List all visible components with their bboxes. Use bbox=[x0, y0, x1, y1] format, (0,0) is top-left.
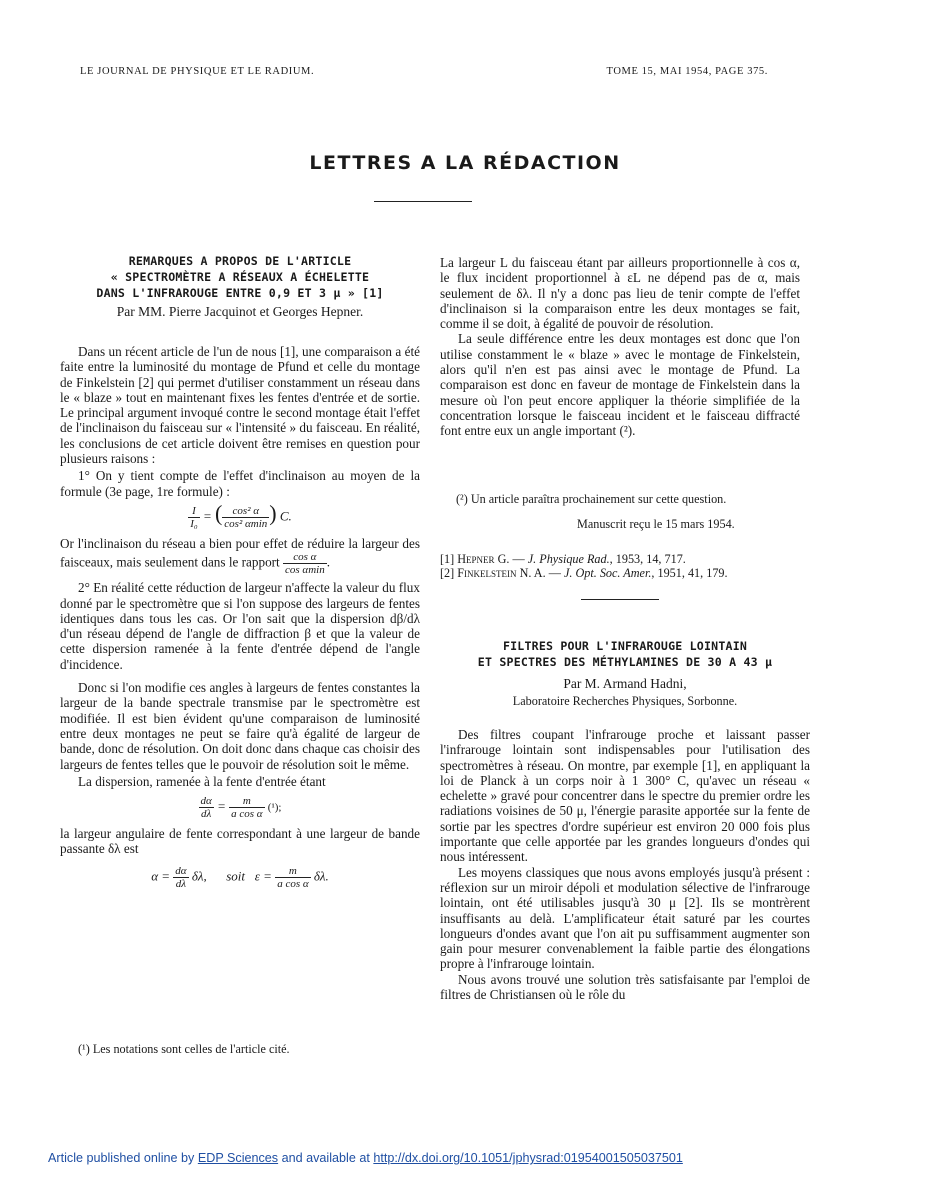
paragraph: 1° On y tient compte de l'effet d'inclinaison au moyen de la formule (3e page, 1re formule) : bbox=[60, 468, 420, 499]
section-title: LETTRES A LA RÉDACTION bbox=[309, 152, 621, 174]
article2 bbox=[440, 638, 810, 1002]
paragraph: 2° En réalité cette réduction de largeur n'affecte la valeur du flux donné par le spectromètre que si l'on suppose des largeurs de fentes identiques dans tous les cas. Or l'on sait que la dispersion dβ/dλ d'un réseau dépend de l'angle de diffraction β et que la valeur de cette dispersion ramenée à la fente d'entrée dépend de l'angle d'incidence. bbox=[60, 580, 420, 672]
paragraph: La seule différence entre les deux montages est donc que l'on utilise constamment le « blaze » avec le montage de Finkelstein, alors qu'il n'en est pas ainsi avec le montage de Pfund. La comparaison est donc en faveur de montage de Finkelstein dans la mesure où l'on peut encore appliquer la théorie simplifiée de la concentration lorsque le faisceau incident et le faisceau diffracté font entre eux un angle important (²). bbox=[440, 331, 800, 439]
title-rule bbox=[374, 201, 472, 202]
paragraph: Or l'inclinaison du réseau a bien pour effet de réduire la largeur des faisceaux, mais seulement dans le rapport $\frac{\text{cos α}}{\text{cos αmin}}$ . bbox=[60, 535, 420, 577]
publication-footer: Article published online by EDP Sciences and available at http://dx.doi.org/10.1051/jphysrad:01954001505037501 bbox=[48, 1151, 683, 1165]
paragraph: La largeur L du faisceau étant par ailleurs proportionnelle à cos α, le flux incident proportionnel à εL ne dépend pas de α, mais seulement de δλ. Il n'y a donc pas lieu de tenir compte de l'effet d'inclinaison si la comparaison entre les deux montages se fait, comme il se doit, à égalité de pouvoir de résolution. bbox=[440, 255, 800, 332]
article2-body bbox=[440, 727, 810, 1002]
equation-1: $\frac{I}{\text{I₀}}$ = ( $\frac{\text{cos² α}}{\text{cos² αmin}}$ ) C. bbox=[190, 500, 292, 530]
article1-body-left bbox=[60, 344, 420, 890]
article2-byline: Par M. Armand Hadni, bbox=[563, 676, 687, 691]
paragraph: Des filtres coupant l'infrarouge proche et laissant passer l'infrarouge lointain sont indispensables pour l'utilisation des spectromètres à réseau. On montre, par exemple [1], en appliquant la loi de Planck à un corps noir à 1 300° C, qu'avec un réseau « echelette » gravé pour concentrer dans le spectre du premier ordre les radiations voisines de 50 μ, l'énergie parasite apportée sur la fente de sortie par les spectres d'ordre supérieur est environ 20 000 fois plus importante que celle apportée par les grandes longueurs d'ondes qui nous intéressent. bbox=[440, 727, 810, 865]
reference-item: [1] Hepner G. — J. Physique Rad., 1953, 14, 717. bbox=[440, 552, 686, 566]
equation-3: α = $\frac{d\alpha}{d\lambda}$ δλ, soit ε = $\frac{m}{\text{a cos α}}$ δλ. bbox=[151, 864, 329, 890]
publisher-link[interactable]: EDP Sciences bbox=[197, 1151, 279, 1165]
reference-item: [2] Finkelstein N. A. — J. Opt. Soc. Amer., 1951, 41, 179. bbox=[440, 566, 728, 580]
paragraph: la largeur angulaire de fente correspondant à une largeur de bande passante δλ est bbox=[60, 826, 420, 857]
article1-body-right bbox=[440, 255, 800, 439]
received-date: Manuscrit reçu le 15 mars 1954. bbox=[577, 517, 735, 531]
paragraph: La dispersion, ramenée à la fente d'entrée étant bbox=[78, 773, 326, 789]
footnote-1: (¹) Les notations sont celles de l'article cité. bbox=[78, 1042, 290, 1056]
paragraph: Nous avons trouvé une solution très satisfaisante par l'emploi de filtres de Christiansen où le rôle du bbox=[440, 971, 810, 1003]
paragraph: Donc si l'on modifie ces angles à largeurs de fentes constantes la largeur de la bande spectrale transmise par le spectromètre est modifiée. Il est bien évident qu'une comparaison de luminosité entre deux montages ne peut se faire qu'à égalité de largeur de bande, donc de résolution. On doit donc dans chaque cas choisir des largeurs de fentes telles que le pouvoir de résolution soit le même. bbox=[60, 680, 420, 772]
issue-header: TOME 15, MAI 1954, PAGE 375. bbox=[606, 66, 768, 77]
article2-affiliation: Laboratoire Recherches Physiques, Sorbonne. bbox=[512, 694, 738, 708]
article-separator bbox=[581, 599, 659, 600]
footnote-2: (²) Un article paraîtra prochainement sur cette question. bbox=[456, 492, 727, 506]
paragraph: Dans un récent article de l'un de nous [1], une comparaison a été faite entre la luminosité du montage de Pfund et celle du montage de Finkelstein [2] qui permet d'utiliser constamment un réseau dans le « blaze » tout en maintenant fixes les fentes d'entrée et de sortie. Le principal argument invoqué contre le second montage était l'effet de l'inclinaison du faisceau sur « l'intensité » du faisceau. En réalité, les conclusions de cet article doivent être remises en question pour plusieurs raisons : bbox=[60, 344, 420, 467]
paragraph: Les moyens classiques que nous avons employés jusqu'à présent : réflexion sur un miroir dépoli et modulation sélective de l'infrarouge lointain, ont été utilisables jusqu'à 30 μ [2]. Ils se montrèrent insuffisants au delà. L'amplificateur était saturé par les courtes longueurs d'ondes avant que l'on ait pu suffisamment augmenter son gain pour mesurer convenablement la faible partie des élongations propre à l'infrarouge lointain. bbox=[440, 864, 810, 972]
article1-title: REMARQUES A PROPOS DE L'ARTICLE « SPECTROMÈTRE A RÉSEAUX A ÉCHELETTE DANS L'INFRAROUGE ENTRE 0,9 ET 3 μ » [1] bbox=[96, 254, 384, 300]
ratio-fraction: $\frac{\text{cos α}}{\text{cos αmin}}$ bbox=[285, 551, 325, 577]
article1-left-column bbox=[60, 253, 420, 898]
references-list bbox=[440, 552, 810, 580]
journal-header: LE JOURNAL DE PHYSIQUE ET LE RADIUM. bbox=[80, 66, 315, 77]
doi-link[interactable]: http://dx.doi.org/10.1051/jphysrad:01954001505037501 bbox=[373, 1151, 683, 1165]
article2-title: FILTRES POUR L'INFRAROUGE LOINTAIN ET SPECTRES DES MÉTHYLAMINES DE 30 A 43 μ bbox=[477, 639, 773, 669]
article1-byline: Par MM. Pierre Jacquinot et Georges Hepner. bbox=[116, 304, 364, 319]
equation-2: $\frac{d\alpha}{d\lambda}$ = $\frac{m}{\text{a cos α}}$ (¹); bbox=[200, 795, 282, 821]
